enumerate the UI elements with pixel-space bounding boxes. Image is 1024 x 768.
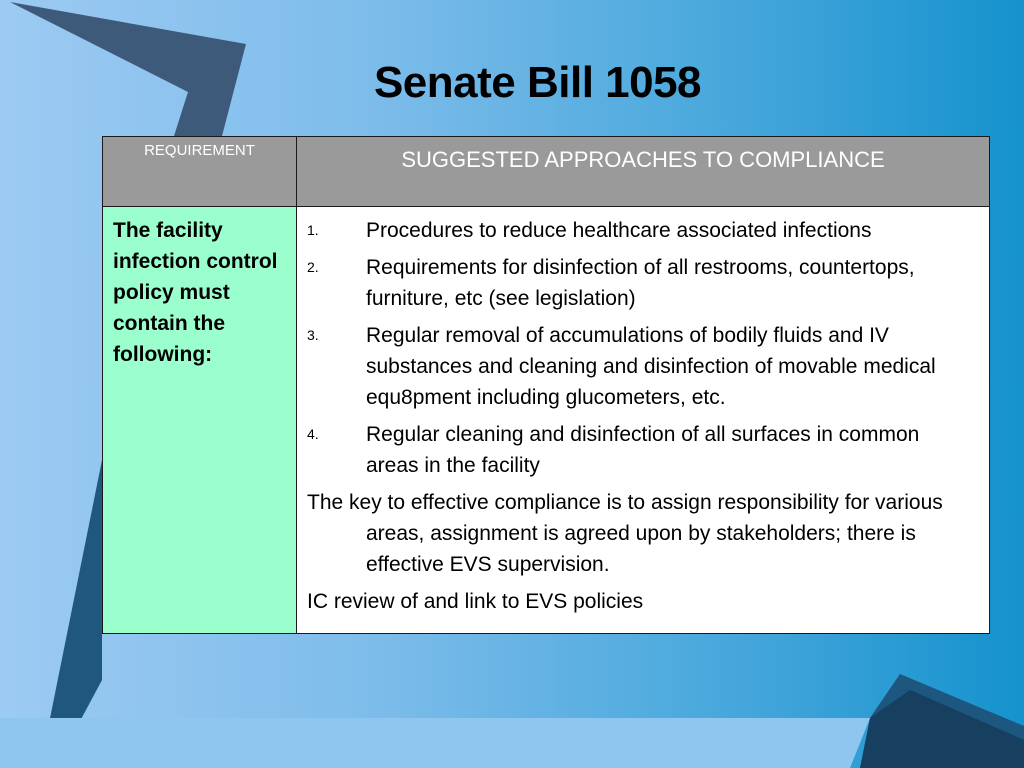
list-item-number: 1. bbox=[307, 222, 319, 238]
list-item-number: 2. bbox=[307, 259, 319, 275]
slide-title: Senate Bill 1058 bbox=[373, 58, 702, 107]
list-item-text: Procedures to reduce healthcare associated infections bbox=[366, 219, 872, 242]
list-item bbox=[307, 252, 977, 314]
approaches-cell bbox=[297, 207, 990, 634]
requirement-cell: The facility infection control policy must contain the following: bbox=[103, 207, 297, 634]
list-item-number: 3. bbox=[307, 327, 319, 343]
table-body-row bbox=[103, 207, 990, 634]
bottom-band bbox=[0, 718, 870, 768]
note-paragraph: The key to effective compliance is to assign responsibility for various areas, assignment is agreed upon by stakeholders; there is effective EVS supervision. bbox=[307, 491, 943, 576]
note-paragraph: IC review of and link to EVS policies bbox=[307, 590, 644, 613]
requirement-header: REQUIREMENT bbox=[103, 137, 297, 207]
list-item-text: Requirements for disinfection of all restrooms, countertops, furniture, etc (see legislation) bbox=[366, 256, 915, 310]
list-item-text: Regular cleaning and disinfection of all surfaces in common areas in the facility bbox=[366, 423, 920, 477]
approaches-header: SUGGESTED APPROACHES TO COMPLIANCE bbox=[297, 137, 990, 207]
list-item-text: Regular removal of accumulations of bodily fluids and IV substances and cleaning and disinfection of movable medical equ8pment including glucometers, etc. bbox=[366, 324, 936, 409]
list-item bbox=[307, 419, 977, 481]
list-item bbox=[307, 320, 977, 413]
compliance-table bbox=[102, 136, 990, 634]
list-item-number: 4. bbox=[307, 426, 319, 442]
list-item bbox=[307, 215, 977, 246]
table-header-row bbox=[103, 137, 990, 207]
